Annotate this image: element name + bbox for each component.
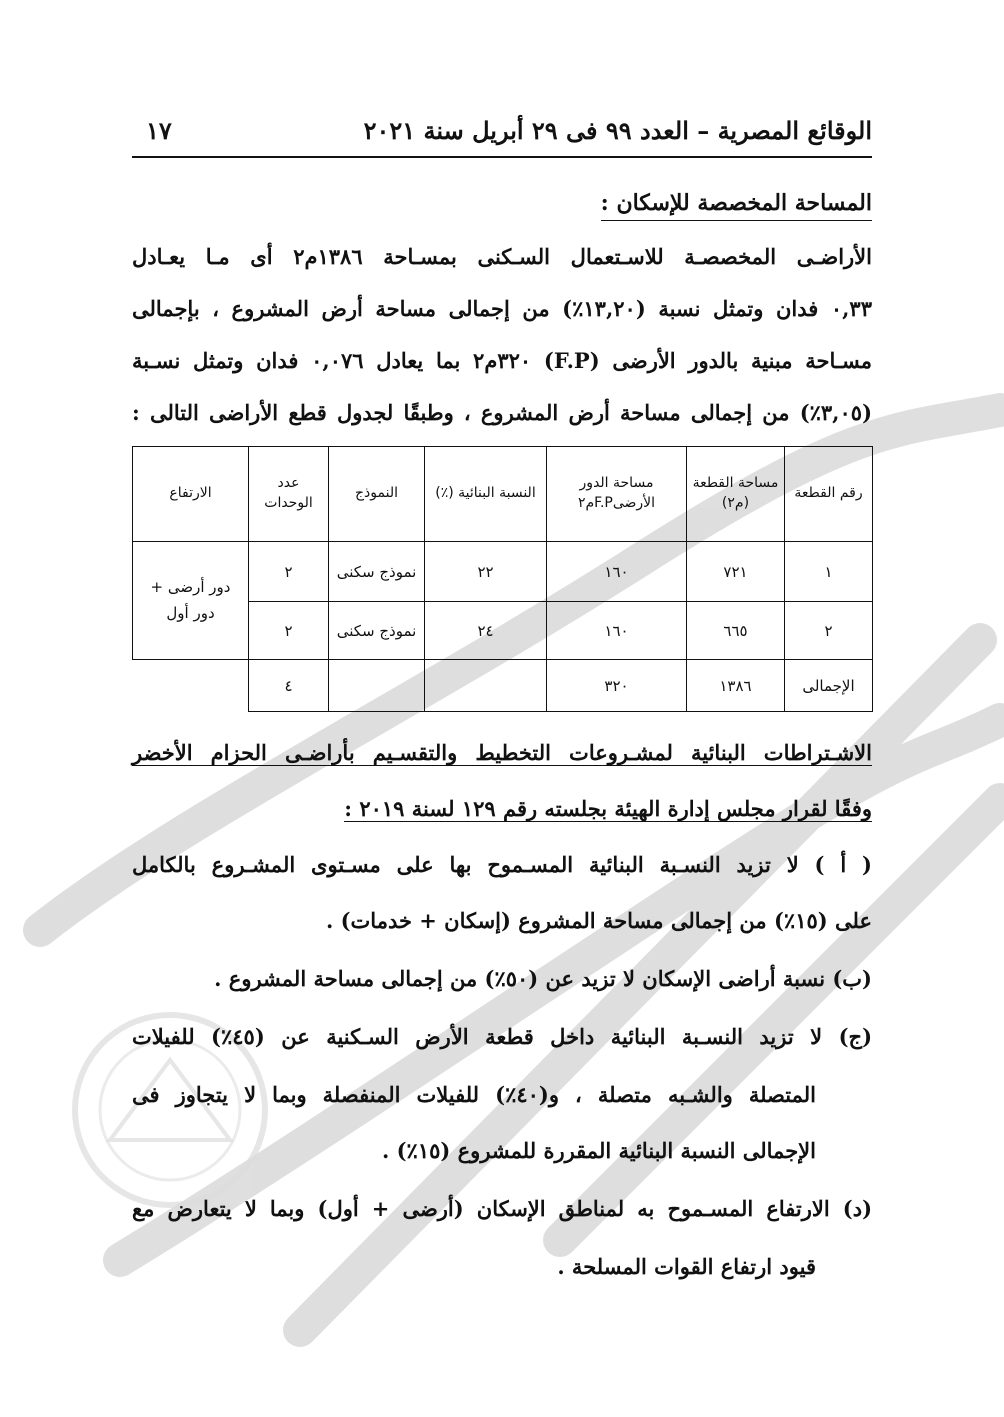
paragraph-line: مسـاحة مبنية بالدور الأرضى (F.P) ٣٢٠م٢ بما يعادل ٠,٠٧٦ فدان وتمثل نسـبة xyxy=(132,348,872,373)
cell-plot-area: ٧٢١ xyxy=(687,542,785,602)
cell-fp-area: ١٦٠ xyxy=(547,602,687,660)
paragraph-line: (٣,٠٥٪) من إجمالى مساحة أرض المشروع ، وطبقًا لجدول قطع الأراضى التالى : xyxy=(132,400,872,425)
cell-units: ٢ xyxy=(249,542,329,602)
cell-building-ratio: ٢٢ xyxy=(425,542,547,602)
section-heading: المساحة المخصصة للإسكان : xyxy=(601,190,872,221)
cell-total-label: الإجمالى xyxy=(785,660,873,712)
cell-empty xyxy=(425,660,547,712)
header-units: عدد الوحدات xyxy=(249,447,329,542)
cell-fp-area: ١٦٠ xyxy=(547,542,687,602)
cell-model: نموذج سكنى xyxy=(329,542,425,602)
page-header xyxy=(132,110,872,156)
height-value: دور أرضى + دور أول xyxy=(150,578,231,622)
header-rule xyxy=(132,156,872,158)
condition-b: (ب) نسبة أراضى الإسكان لا تزيد عن (٥٠٪) من إجمالى مساحة المشروع . xyxy=(214,966,872,991)
table-header-row xyxy=(133,447,873,542)
condition-a: ( أ ) لا تزيد النسـبة البنائية المسـموح بها على مسـتوى المشـروع بالكامل xyxy=(132,852,872,877)
header-title: الوقائع المصرية – العدد ٩٩ فى ٢٩ أبريل سنة ٢٠٢١ xyxy=(363,116,872,145)
header-height: الارتفاع xyxy=(133,447,249,542)
cell-building-ratio: ٢٤ xyxy=(425,602,547,660)
table-total-row xyxy=(133,660,873,712)
cell-plot-area: ٦٦٥ xyxy=(687,602,785,660)
condition-d: (د) الارتفاع المسـموح به لمناطق الإسكان (أرضى + أول) وبما لا يتعارض مع xyxy=(132,1196,872,1221)
table-row xyxy=(133,542,873,602)
cell-plot-no: ٢ xyxy=(785,602,873,660)
page-number: ١٧ xyxy=(146,116,172,145)
cell-total-units: ٤ xyxy=(249,660,329,712)
conditions-heading-line2: وفقًا لقرار مجلس إدارة الهيئة بجلسته رقم ١٢٩ لسنة ٢٠١٩ : xyxy=(344,796,872,821)
cell-units: ٢ xyxy=(249,602,329,660)
cell-total-plot-area: ١٣٨٦ xyxy=(687,660,785,712)
paragraph-line: الأراضـى المخصصـة للاسـتعمال السـكنى بمسـاحة ١٣٨٦م٢ أى مـا يعـادل xyxy=(132,244,872,269)
cell-empty xyxy=(133,660,249,712)
cell-height xyxy=(133,542,249,660)
header-plot-no: رقم القطعة xyxy=(785,447,873,542)
condition-c: (ج) لا تزيد النسـبة البنائية داخل قطعة الأرض السـكنية عن (٤٥٪) للفيلات xyxy=(132,1024,873,1049)
cell-plot-no: ١ xyxy=(785,542,873,602)
condition-c-continued: المتصلة والشـبه متصلة ، و(٤٠٪) للفيلات المنفصلة وبما لا يتجاوز فى xyxy=(132,1082,816,1107)
header-building-ratio: النسبة البنائية (٪) xyxy=(425,447,547,542)
conditions-heading: الاشـتراطات البنائية لمشـروعات التخطيط والتقسـيم بأراضـى الحزام الأخضر xyxy=(132,740,872,765)
header-model: النموذج xyxy=(329,447,425,542)
header-fp-area: مساحة الدور الأرضىF.Pم٢ xyxy=(547,447,687,542)
condition-a-continued: على (١٥٪) من إجمالى مساحة المشروع (إسكان + خدمات) . xyxy=(325,908,872,933)
condition-c-continued: الإجمالى النسبة البنائية المقررة للمشروع (١٥٪) . xyxy=(382,1138,816,1163)
header-plot-area: مساحة القطعة (م٢) xyxy=(687,447,785,542)
plots-table xyxy=(132,446,873,712)
cell-total-fp-area: ٣٢٠ xyxy=(547,660,687,712)
cell-empty xyxy=(329,660,425,712)
condition-d-continued: قيود ارتفاع القوات المسلحة . xyxy=(557,1254,816,1279)
paragraph-line: ٠,٣٣ فدان وتمثل نسبة (١٣,٢٠٪) من إجمالى مساحة أرض المشروع ، بإجمالى xyxy=(132,296,872,321)
cell-model: نموذج سكنى xyxy=(329,602,425,660)
